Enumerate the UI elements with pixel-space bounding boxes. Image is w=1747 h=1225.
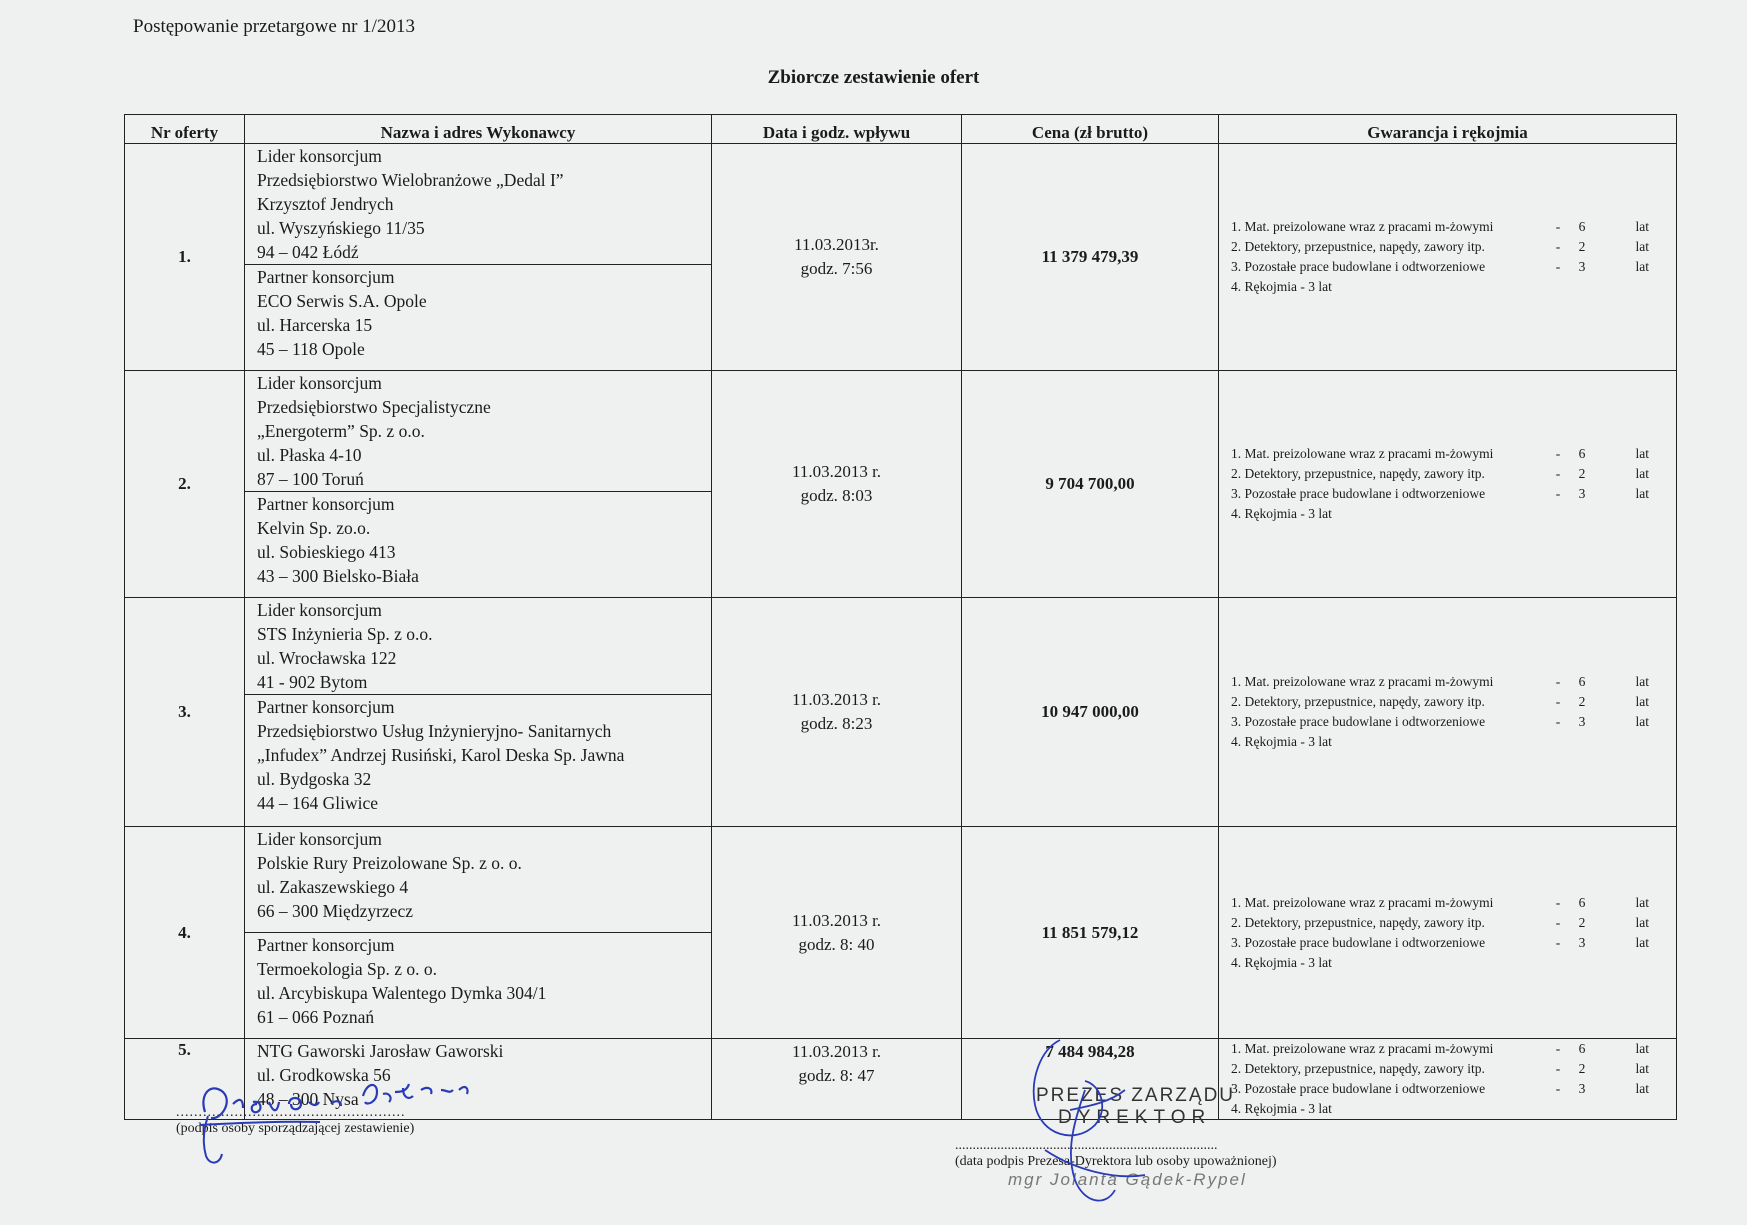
offer-number-cell xyxy=(125,598,245,827)
guarantee-line xyxy=(1231,464,1676,484)
guarantee-text: 2. Detektory, przepustnice, napędy, zawory itp. xyxy=(1231,239,1485,254)
address-line: Lider konsorcjum xyxy=(257,829,382,849)
submission-time: godz. 8: 47 xyxy=(798,1066,875,1085)
guarantee-dash: - xyxy=(1555,466,1561,481)
guarantee-cell xyxy=(1219,827,1677,1039)
header-offer-number: Nr oferty xyxy=(125,115,245,144)
submission-date: 11.03.2013 r. xyxy=(791,462,882,481)
guarantee-unit: lat xyxy=(1635,219,1649,234)
guarantee-dash: - xyxy=(1555,239,1561,254)
guarantee-num: 6 xyxy=(1578,894,1586,910)
guarantee-num: 2 xyxy=(1578,914,1586,930)
guarantee-unit: lat xyxy=(1635,914,1649,930)
submission-date-cell xyxy=(712,827,962,1039)
guarantee-cell xyxy=(1219,371,1677,598)
address-line: 87 – 100 Toruń xyxy=(257,469,364,489)
guarantee-text: 2. Detektory, przepustnice, napędy, zawory itp. xyxy=(1231,694,1485,709)
submission-time: godz. 7:56 xyxy=(800,259,873,278)
guarantee-text: 4. Rękojmia - 3 lat xyxy=(1231,1101,1332,1116)
guarantee-unit: lat xyxy=(1635,934,1649,950)
guarantee-text: 2. Detektory, przepustnice, napędy, zawory itp. xyxy=(1231,914,1485,930)
address-line: NTG Gaworski Jarosław Gaworski xyxy=(257,1041,504,1061)
address-line: „Infudex” Andrzej Rusiński, Karol Deska Sp. Jawna xyxy=(257,745,625,765)
address-line: 94 – 042 Łódź xyxy=(257,242,359,262)
address-line: Partner konsorcjum xyxy=(257,494,395,514)
submission-date-cell xyxy=(712,144,962,371)
offer-price: 7 484 984,28 xyxy=(1045,1042,1135,1061)
guarantee-text: 4. Rękojmia - 3 lat xyxy=(1231,954,1332,970)
guarantee-num: 6 xyxy=(1578,674,1586,689)
partner-cell xyxy=(245,492,712,598)
guarantee-dash: - xyxy=(1555,259,1561,274)
address-line: ul. Płaska 4-10 xyxy=(257,445,362,465)
price-cell xyxy=(962,144,1219,371)
guarantee-cell xyxy=(1219,144,1677,371)
address-line: ul. Harcerska 15 xyxy=(257,315,373,335)
address-line: STS Inżynieria Sp. z o.o. xyxy=(257,624,433,644)
guarantee-dash: - xyxy=(1555,219,1561,234)
stamp-line-1: PREZES ZARZĄDU xyxy=(1036,1085,1236,1106)
header-price: Cena (zł brutto) xyxy=(962,115,1219,144)
guarantee-text: 3. Pozostałe prace budowlane i odtworzeniowe xyxy=(1231,259,1486,274)
guarantee-unit: lat xyxy=(1635,694,1649,709)
submission-time: godz. 8:23 xyxy=(800,714,873,733)
address-line: 48 – 300 Nysa xyxy=(257,1089,359,1109)
submission-time: godz. 8: 40 xyxy=(798,934,875,954)
table-row xyxy=(125,371,1677,492)
submission-time: godz. 8:03 xyxy=(800,486,873,505)
guarantee-line xyxy=(1231,237,1676,257)
guarantee-unit: lat xyxy=(1635,466,1649,481)
stamp-name: mgr Jolanta Gądek-Rypel xyxy=(1008,1170,1247,1189)
header-guarantee: Gwarancja i rękojmia xyxy=(1219,115,1677,144)
submission-date-cell xyxy=(712,598,962,827)
guarantee-line xyxy=(1231,1059,1676,1079)
address-line: „Energoterm” Sp. z o.o. xyxy=(257,421,425,441)
guarantee-unit: lat xyxy=(1635,1061,1649,1076)
guarantee-dash: - xyxy=(1555,486,1561,501)
guarantee-num: 3 xyxy=(1578,486,1586,501)
guarantee-unit: lat xyxy=(1635,674,1649,689)
leader-cell xyxy=(245,827,712,933)
partner-cell xyxy=(245,265,712,371)
guarantee-num: 6 xyxy=(1578,219,1586,234)
guarantee-text: 3. Pozostałe prace budowlane i odtworzeniowe xyxy=(1231,934,1486,950)
address-line: Przedsiębiorstwo Wielobranżowe „Dedal I” xyxy=(257,170,564,190)
guarantee-dash: - xyxy=(1555,446,1561,461)
guarantee-line xyxy=(1231,953,1676,973)
guarantee-unit: lat xyxy=(1635,714,1649,729)
guarantee-unit: lat xyxy=(1635,1041,1649,1056)
address-line: Lider konsorcjum xyxy=(257,146,382,166)
director-signature-caption: (data podpis Prezesa-Dyrektora lub osoby upoważnionej) xyxy=(955,1154,1277,1169)
address-line: Polskie Rury Preizolowane Sp. z o. o. xyxy=(257,853,522,873)
submission-date: 11.03.2013 r. xyxy=(791,910,882,930)
offer-price: 11 851 579,12 xyxy=(1041,922,1139,942)
offer-number: 4. xyxy=(178,922,191,942)
guarantee-line xyxy=(1231,484,1676,504)
partner-cell xyxy=(245,695,712,827)
preparer-signature-block xyxy=(176,1105,414,1137)
guarantee-num: 3 xyxy=(1578,714,1586,729)
document-title: Zbiorcze zestawienie ofert xyxy=(767,67,980,88)
price-cell xyxy=(962,371,1219,598)
guarantee-line xyxy=(1231,217,1676,237)
address-line: Termoekologia Sp. z o. o. xyxy=(257,959,438,979)
guarantee-line xyxy=(1231,913,1676,933)
submission-date: 11.03.2013r. xyxy=(794,235,879,254)
guarantee-dash: - xyxy=(1555,1081,1561,1096)
offer-number-cell xyxy=(125,144,245,371)
guarantee-line xyxy=(1231,933,1676,953)
offer-price: 9 704 700,00 xyxy=(1045,474,1135,493)
guarantee-cell xyxy=(1219,1039,1677,1120)
address-line: Partner konsorcjum xyxy=(257,935,395,955)
table-header-row xyxy=(125,115,1677,144)
offers-table xyxy=(124,114,1677,1120)
guarantee-unit: lat xyxy=(1635,446,1649,461)
guarantee-num: 3 xyxy=(1578,1081,1586,1096)
header-contractor: Nazwa i adres Wykonawcy xyxy=(245,115,712,144)
guarantee-line xyxy=(1231,1039,1676,1059)
guarantee-dash: - xyxy=(1555,894,1561,910)
guarantee-line xyxy=(1231,732,1676,752)
procedure-number: Postępowanie przetargowe nr 1/2013 xyxy=(133,16,415,37)
guarantee-num: 2 xyxy=(1578,1061,1586,1076)
guarantee-line xyxy=(1231,893,1676,913)
guarantee-dash: - xyxy=(1555,934,1561,950)
guarantee-text: 2. Detektory, przepustnice, napędy, zawory itp. xyxy=(1231,466,1485,481)
guarantee-unit: lat xyxy=(1635,259,1649,274)
address-line: ul. Bydgoska 32 xyxy=(257,769,372,789)
submission-date-cell xyxy=(712,371,962,598)
address-line: ul. Zakaszewskiego 4 xyxy=(257,877,409,897)
address-line: Lider konsorcjum xyxy=(257,373,382,393)
table-row xyxy=(125,598,1677,695)
leader-cell xyxy=(245,598,712,695)
guarantee-line xyxy=(1231,257,1676,277)
header-date: Data i godz. wpływu xyxy=(712,115,962,144)
preparer-signature-caption: (podpis osoby sporządzającej zestawienie) xyxy=(176,1121,415,1136)
offer-number: 1. xyxy=(178,247,191,266)
director-signature-line: ........................................................................... xyxy=(955,1138,1218,1153)
offer-number: 2. xyxy=(178,474,191,493)
guarantee-unit: lat xyxy=(1635,239,1649,254)
address-line: ul. Wyszyńskiego 11/35 xyxy=(257,218,425,238)
guarantee-text: 4. Rękojmia - 3 lat xyxy=(1231,279,1332,294)
guarantee-text: 3. Pozostałe prace budowlane i odtworzeniowe xyxy=(1231,486,1486,501)
guarantee-line xyxy=(1231,1099,1676,1119)
guarantee-text: 3. Pozostałe prace budowlane i odtworzeniowe xyxy=(1231,714,1486,729)
preparer-signature-line: ................................................... xyxy=(176,1105,406,1120)
address-line: Partner konsorcjum xyxy=(257,267,395,287)
guarantee-unit: lat xyxy=(1635,486,1649,501)
guarantee-num: 3 xyxy=(1578,934,1586,950)
address-line: Przedsiębiorstwo Usług Inżynieryjno- Sanitarnych xyxy=(257,721,612,741)
address-line: ul. Sobieskiego 413 xyxy=(257,542,396,562)
address-line: 66 – 300 Międzyrzecz xyxy=(257,901,413,921)
guarantee-num: 2 xyxy=(1578,694,1586,709)
address-line: ul. Arcybiskupa Walentego Dymka 304/1 xyxy=(257,983,547,1003)
address-line: ul. Grodkowska 56 xyxy=(257,1065,391,1085)
guarantee-line xyxy=(1231,444,1676,464)
director-signature-block xyxy=(955,1138,1277,1170)
guarantee-text: 1. Mat. preizolowane wraz z pracami m-żowymi xyxy=(1231,894,1494,910)
address-line: 41 - 902 Bytom xyxy=(257,672,368,692)
guarantee-num: 2 xyxy=(1578,466,1586,481)
address-line: 45 – 118 Opole xyxy=(257,339,365,359)
address-line: 43 – 300 Bielsko-Biała xyxy=(257,566,419,586)
guarantee-num: 2 xyxy=(1578,239,1586,254)
guarantee-dash: - xyxy=(1555,694,1561,709)
guarantee-text: 3. Pozostałe prace budowlane i odtworzeniowe xyxy=(1231,1081,1486,1096)
guarantee-line xyxy=(1231,1079,1676,1099)
guarantee-line xyxy=(1231,692,1676,712)
guarantee-line xyxy=(1231,712,1676,732)
offer-number: 5. xyxy=(178,1040,191,1059)
address-line: Partner konsorcjum xyxy=(257,697,395,717)
table-row xyxy=(125,827,1677,933)
guarantee-dash: - xyxy=(1555,674,1561,689)
submission-date: 11.03.2013 r. xyxy=(791,1042,882,1061)
leader-cell xyxy=(245,144,712,265)
address-line: Kelvin Sp. zo.o. xyxy=(257,518,371,538)
partner-cell xyxy=(245,933,712,1039)
address-line: 61 – 066 Poznań xyxy=(257,1007,375,1027)
guarantee-dash: - xyxy=(1555,914,1561,930)
leader-cell xyxy=(245,371,712,492)
guarantee-num: 3 xyxy=(1578,259,1586,274)
guarantee-dash: - xyxy=(1555,1041,1561,1056)
address-line: Przedsiębiorstwo Specjalistyczne xyxy=(257,397,491,417)
offer-number-cell xyxy=(125,827,245,1039)
address-line: 44 – 164 Gliwice xyxy=(257,793,379,813)
address-line: ECO Serwis S.A. Opole xyxy=(257,291,427,311)
submission-date-cell xyxy=(712,1039,962,1120)
guarantee-dash: - xyxy=(1555,1061,1561,1076)
guarantee-line xyxy=(1231,504,1676,524)
guarantee-text: 1. Mat. preizolowane wraz z pracami m-żowymi xyxy=(1231,446,1494,461)
address-line: ul. Wrocławska 122 xyxy=(257,648,397,668)
guarantee-text: 1. Mat. preizolowane wraz z pracami m-żowymi xyxy=(1231,674,1494,689)
stamp-line-2: DYREKTOR xyxy=(1058,1107,1212,1128)
guarantee-unit: lat xyxy=(1635,894,1649,910)
guarantee-dash: - xyxy=(1555,714,1561,729)
submission-date: 11.03.2013 r. xyxy=(791,690,882,709)
offer-price: 10 947 000,00 xyxy=(1041,702,1139,721)
guarantee-line xyxy=(1231,277,1676,297)
guarantee-text: 2. Detektory, przepustnice, napędy, zawory itp. xyxy=(1231,1061,1485,1076)
director-stamp xyxy=(1036,1085,1235,1129)
price-cell xyxy=(962,827,1219,1039)
guarantee-text: 1. Mat. preizolowane wraz z pracami m-żowymi xyxy=(1231,219,1494,234)
guarantee-line xyxy=(1231,672,1676,692)
offer-number-cell xyxy=(125,371,245,598)
address-line: Lider konsorcjum xyxy=(257,600,382,620)
offer-number: 3. xyxy=(178,702,191,721)
address-line: Krzysztof Jendrych xyxy=(257,194,394,214)
guarantee-text: 4. Rękojmia - 3 lat xyxy=(1231,734,1332,749)
guarantee-text: 1. Mat. preizolowane wraz z pracami m-żowymi xyxy=(1231,1041,1494,1056)
guarantee-text: 4. Rękojmia - 3 lat xyxy=(1231,506,1332,521)
table-row xyxy=(125,144,1677,265)
guarantee-num: 6 xyxy=(1578,446,1586,461)
guarantee-num: 6 xyxy=(1578,1041,1586,1056)
price-cell xyxy=(962,598,1219,827)
offer-price: 11 379 479,39 xyxy=(1041,247,1139,266)
guarantee-unit: lat xyxy=(1635,1081,1649,1096)
guarantee-cell xyxy=(1219,598,1677,827)
